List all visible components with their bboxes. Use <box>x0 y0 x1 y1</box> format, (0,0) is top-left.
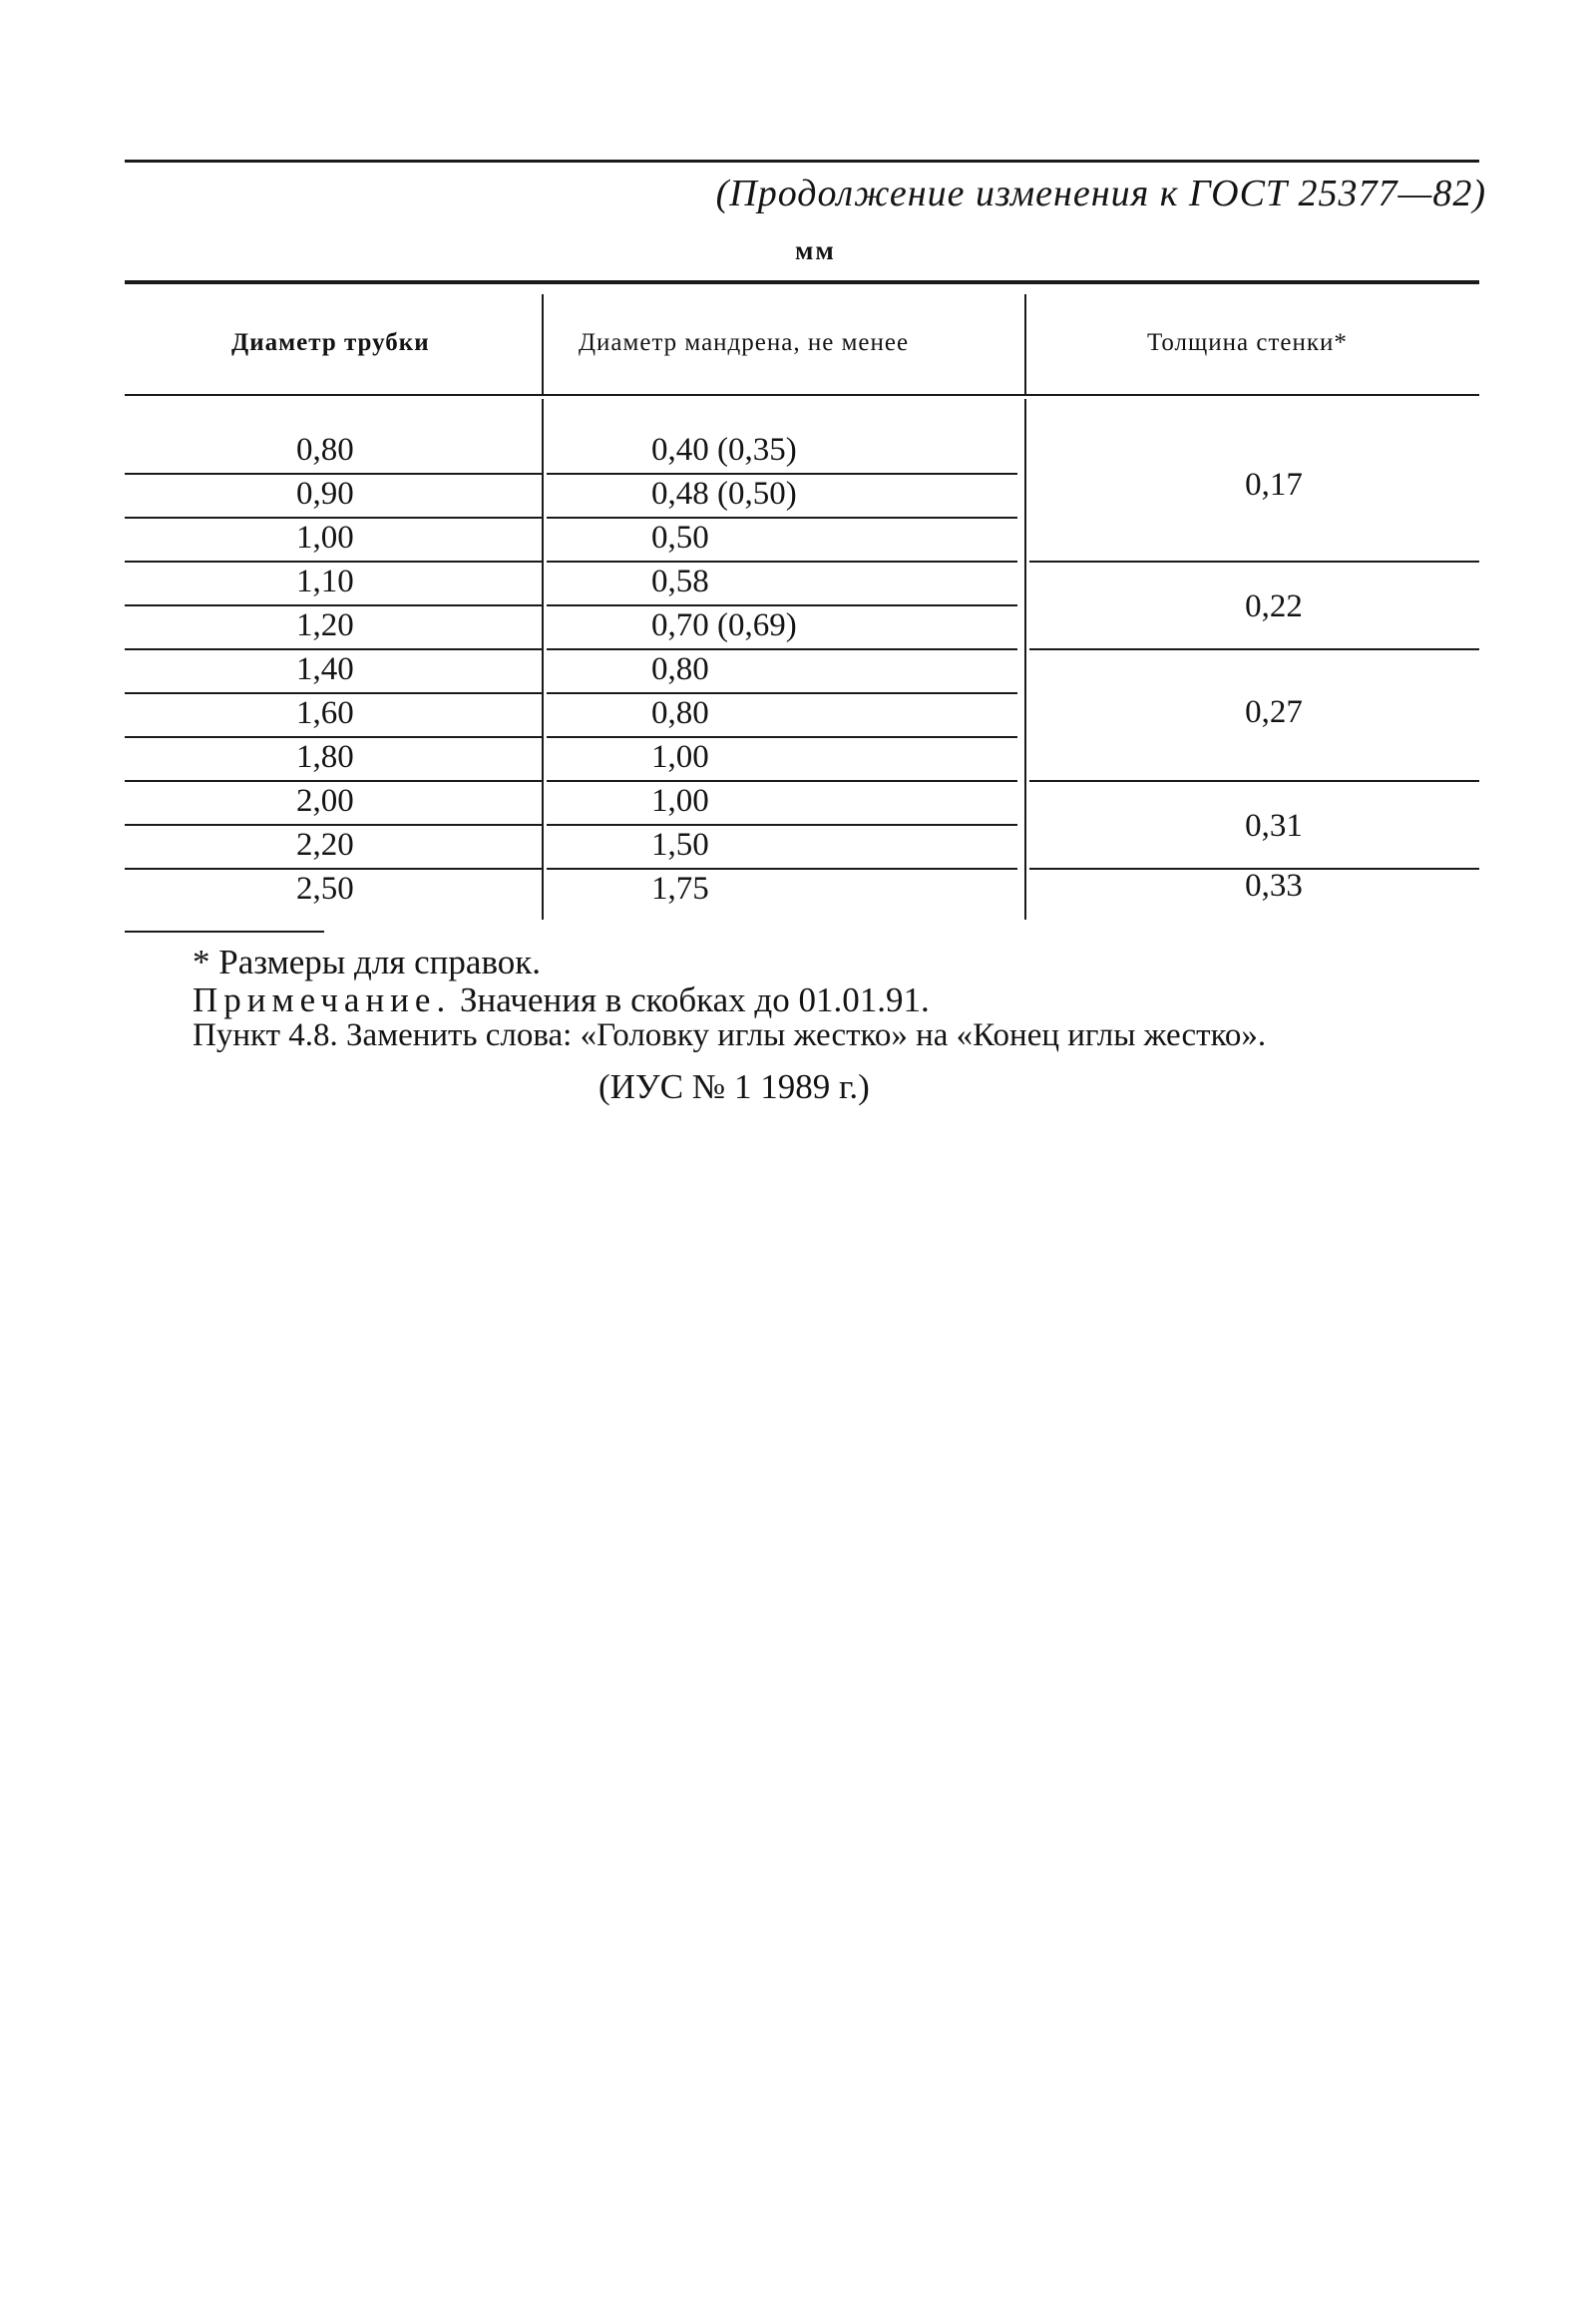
note-line <box>193 980 930 1020</box>
mandrel-cell: 1,00 <box>651 783 709 819</box>
row-rule <box>125 604 544 606</box>
row-rule <box>547 517 1017 519</box>
mandrel-cell: 1,75 <box>651 871 709 907</box>
mandrel-cell: 1,00 <box>651 739 709 775</box>
row-rule <box>125 648 544 650</box>
note-label: Примечание. <box>193 980 452 1019</box>
row-rule <box>547 868 1017 870</box>
tube-cell: 2,50 <box>296 871 354 907</box>
body-separator-1 <box>542 399 544 920</box>
item-text: Пункт 4.8. Заменить слова: «Головку иглы жестко» на «Конец иглы жестко». <box>193 1017 1267 1053</box>
row-rule <box>547 824 1017 826</box>
wall-group-rule <box>1029 561 1479 563</box>
row-rule <box>547 736 1017 738</box>
tube-cell: 1,40 <box>296 651 354 687</box>
column-header-wall-thickness: Толщина стенки* <box>1147 329 1348 356</box>
mandrel-cell: 0,70 (0,69) <box>651 607 797 643</box>
footnote: * Размеры для справок. <box>193 943 541 981</box>
column-header-tube-diameter: Диаметр трубки <box>231 329 430 356</box>
tube-cell: 2,20 <box>296 827 354 863</box>
wall-thickness-value: 0,31 <box>1245 808 1303 844</box>
tube-cell: 2,00 <box>296 783 354 819</box>
row-rule <box>125 692 544 694</box>
row-rule <box>547 604 1017 606</box>
table-top-rule <box>125 280 1479 284</box>
row-rule <box>547 561 1017 563</box>
mandrel-cell: 0,48 (0,50) <box>651 476 797 512</box>
row-rule <box>125 736 544 738</box>
tube-cell: 0,90 <box>296 476 354 512</box>
wall-thickness-value: 0,17 <box>1245 467 1303 503</box>
row-rule <box>547 648 1017 650</box>
column-separator-1 <box>542 294 544 394</box>
row-rule <box>125 780 544 782</box>
tube-cell: 1,10 <box>296 564 354 599</box>
row-rule <box>125 473 544 475</box>
wall-group-rule <box>1029 648 1479 650</box>
body-separator-2 <box>1024 399 1026 920</box>
column-header-mandrel-diameter: Диаметр мандрена, не менее <box>579 329 910 356</box>
source-reference: (ИУС № 1 1989 г.) <box>598 1067 870 1106</box>
mandrel-cell: 1,50 <box>651 827 709 863</box>
unit-label: мм <box>795 235 836 265</box>
tube-cell: 0,80 <box>296 432 354 468</box>
wall-thickness-value: 0,27 <box>1245 694 1303 730</box>
tube-cell: 1,20 <box>296 607 354 643</box>
continuation-title: (Продолжение изменения к ГОСТ 25377—82) <box>715 173 1486 214</box>
row-rule <box>125 824 544 826</box>
note-text: Значения в скобках до 01.01.91. <box>459 980 930 1019</box>
row-rule <box>125 868 544 870</box>
wall-thickness-value: 0,22 <box>1245 588 1303 624</box>
wall-group-rule <box>1029 780 1479 782</box>
row-rule <box>125 517 544 519</box>
mandrel-cell: 0,80 <box>651 695 709 731</box>
row-rule <box>547 780 1017 782</box>
tube-cell: 1,60 <box>296 695 354 731</box>
mandrel-cell: 0,50 <box>651 520 709 556</box>
mandrel-cell: 0,40 (0,35) <box>651 432 797 468</box>
top-rule <box>125 160 1479 163</box>
wall-thickness-value: 0,33 <box>1245 868 1303 904</box>
mandrel-cell: 0,80 <box>651 651 709 687</box>
mandrel-cell: 0,58 <box>651 564 709 599</box>
tube-cell: 1,00 <box>296 520 354 556</box>
column-separator-2 <box>1024 294 1026 394</box>
row-rule <box>547 473 1017 475</box>
row-rule <box>125 561 544 563</box>
tube-cell: 1,80 <box>296 739 354 775</box>
header-bottom-rule <box>125 394 1479 396</box>
footnote-rule <box>125 931 324 933</box>
row-rule <box>547 692 1017 694</box>
